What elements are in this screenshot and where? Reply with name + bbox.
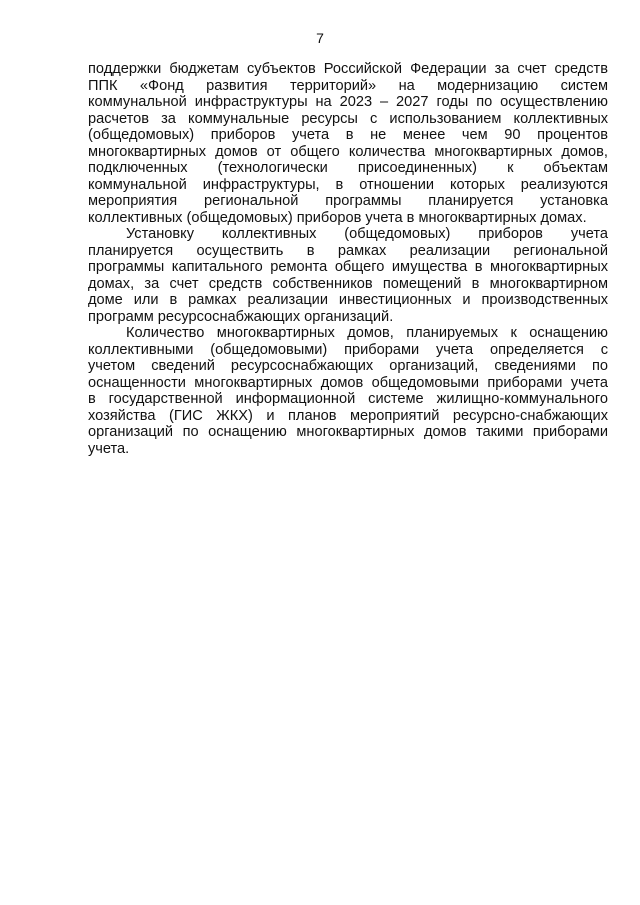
text-line: хозяйства (ГИС ЖКХ) и планов мероприятий ресурсно-снабжающих [88,407,608,424]
text-line: планируется осуществить в рамках реализации региональной [88,242,608,259]
text-line: программ ресурсоснабжающих организаций. [88,308,394,325]
paragraph-3 [88,325,608,457]
text-line: коллективных (общедомовых) приборов учета в многоквартирных домах. [88,209,587,226]
text-line: доме или в рамках реализации инвестиционных и производственных [88,292,608,308]
text-line: коллективными (общедомовыми) приборами учета определяется с [88,341,608,358]
text-line: поддержки бюджетам субъектов Российской Федерации за счет средств [88,61,608,77]
text-line: в государственной информационной системе жилищно-коммунального [88,391,608,407]
text-line: коммунальной инфраструктуры, в отношении которых реализуются [88,176,608,193]
page-number: 7 [316,30,324,46]
text-line: коммунальной инфраструктуры на 2023 – 2027 годы по осуществлению [88,94,608,110]
paragraph-1 [88,61,608,226]
text-line: учетом сведений ресурсоснабжающих организаций, сведениями по [88,358,608,374]
text-line: (общедомовых) приборов учета в не менее чем 90 процентов [88,127,608,143]
text-line: оснащенности многоквартирных домов общедомовыми приборами учета [88,374,608,391]
paragraph-2 [88,226,608,325]
text-line: многоквартирных домов от общего количества многоквартирных домов, [88,143,608,160]
text-line: Количество многоквартирных домов, планируемых к оснащению [126,325,608,341]
text-line: организаций по оснащению многоквартирных домов такими приборами [88,424,608,440]
text-line: расчетов за коммунальные ресурсы с использованием коллективных [88,110,608,127]
text-line: мероприятия региональной программы планируется установка [88,193,608,209]
text-line: Установку коллективных (общедомовых) приборов учета [126,226,608,242]
text-line: домах, за счет средств собственников помещений в многоквартирном [88,275,608,292]
text-line: ППК «Фонд развития территорий» на модернизацию систем [88,77,608,94]
text-line: учета. [88,440,130,457]
text-line: подключенных (технологически присоединенных) к объектам [88,160,608,176]
text-line: программы капитального ремонта общего имущества в многоквартирных [88,259,608,275]
document-body [88,61,608,457]
